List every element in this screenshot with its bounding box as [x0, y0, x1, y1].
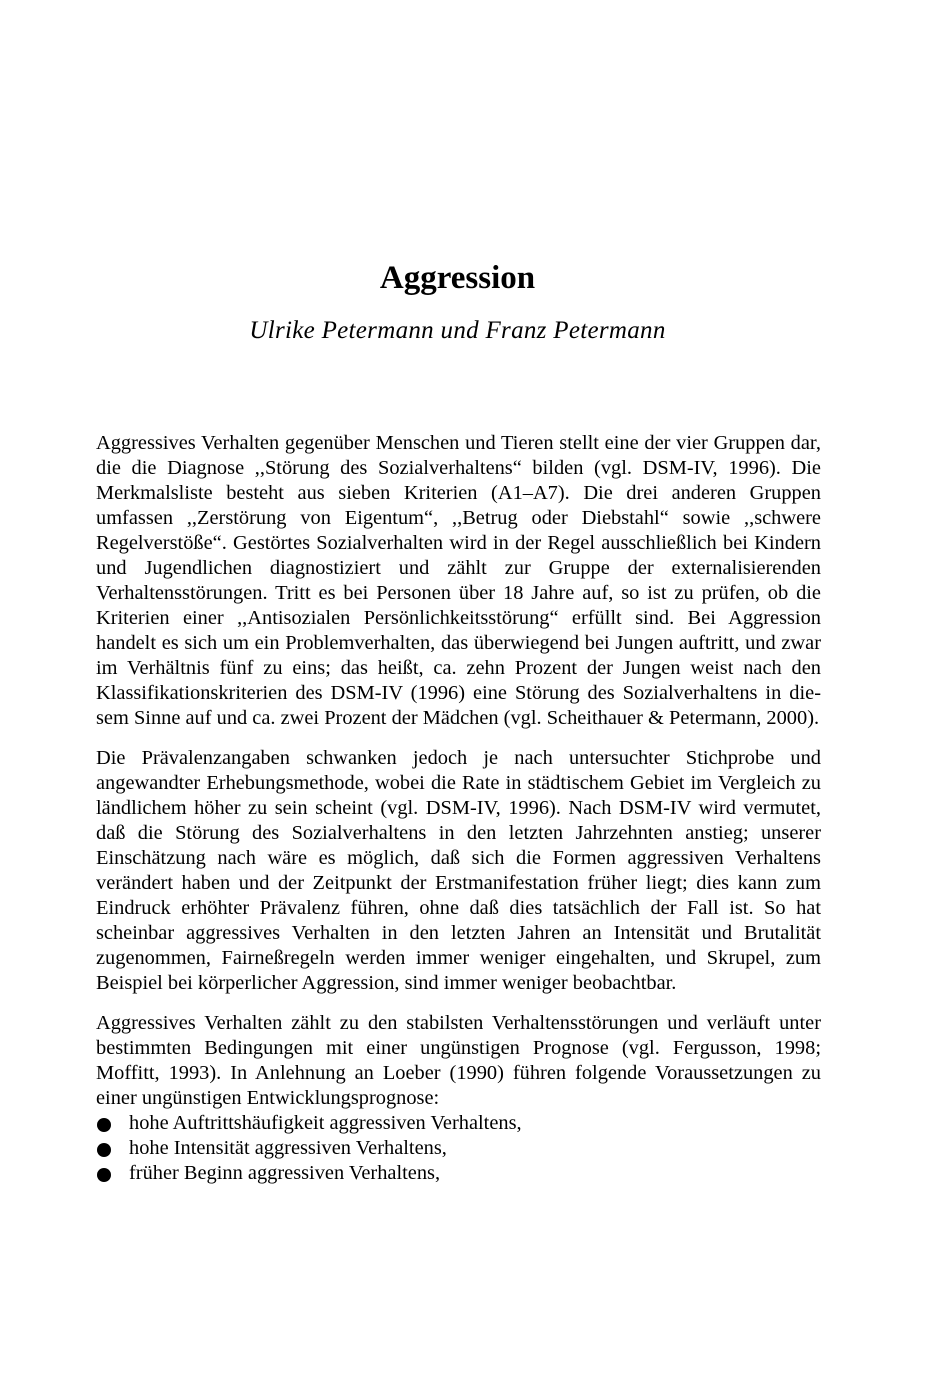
- list-item-text: früher Beginn aggressiven Verhaltens,: [129, 1162, 441, 1184]
- bullet-icon: [97, 1168, 111, 1182]
- list-item: [96, 1161, 821, 1186]
- bullet-icon: [97, 1118, 111, 1132]
- paragraph-1: Aggressives Verhalten gegenüber Menschen und Tieren stellt eine der vier Gruppen dar, die die Diagnose ,,Störung des Sozialverhaltens“ bilden (vgl. DSM-IV, 1996). Die Merkmalsliste besteht aus sieben Kriterien (A1–A7). Die drei anderen Gruppen umfassen ,,Zerstörung von Eigentum“, ,,Betrug oder Diebstahl“ sowie ,,schwere Regelverstöße“. Gestörtes Sozialverhalten wird in der Regel ausschließlich bei Kindern und Jugendlichen diagnostiziert und zählt zur Gruppe der externalisierenden Verhaltensstörungen. Tritt es bei Personen über 18 Jahre auf, so ist zu prüfen, ob die Kriterien einer ,,Antisozialen Persönlichkeitsstörung“ erfüllt sind. Bei Aggression handelt es sich um ein Problemverhalten, das überwiegend bei Jungen auftritt, und zwar im Verhältnis fünf zu eins; das heißt, ca. zehn Prozent der Jungen weist nach den Klassifikationskriterien des DSM-IV (1996) eine Störung des Sozialverhaltens in diesem Sinne auf und ca. zwei Prozent der Mädchen (vgl. Scheithauer & Petermann, 2000).: [96, 432, 821, 729]
- page-title: Aggression: [379, 260, 536, 296]
- bullet-list: [96, 1111, 821, 1186]
- authors-line: Ulrike Petermann und Franz Petermann: [249, 317, 666, 344]
- bullet-icon: [97, 1143, 111, 1157]
- list-item-text: hohe Intensität aggressiven Verhaltens,: [129, 1137, 447, 1159]
- paragraph-2: Die Prävalenzangaben schwanken jedoch je nach untersuchter Stichprobe und angewandter Erhebungsmethode, wobei die Rate in städtischem Gebiet im Vergleich zu ländlichem höher zu sein scheint (vgl. DSM-IV, 1996). Nach DSM-IV wird vermutet, daß die Störung des Sozialverhaltens in den letzten Jahrzehnten anstieg; unserer Einschätzung nach wäre es möglich, daß sich die Formen aggressiven Verhaltens verändert haben und der Zeitpunkt der Erstmanifestation früher liegt; dies kann zum Eindruck erhöhter Prävalenz führen, ohne daß dies tatsächlich der Fall ist. So hat scheinbar aggressives Verhalten in den letzten Jahren an Intensität und Brutalität zugenommen, Fairneßregeln werden immer weniger eingehalten, und Skrupel, zum Beispiel bei körperlicher Aggression, sind immer weniger beobachtbar.: [96, 747, 821, 994]
- list-item: [96, 1111, 821, 1136]
- body-text: [96, 431, 821, 1186]
- list-item: [96, 1136, 821, 1161]
- paragraph-3: Aggressives Verhalten zählt zu den stabilsten Verhaltensstörungen und verläuft unter bestimmten Bedingungen mit einer ungünstigen Prognose (vgl. Fergusson, 1998; Moffitt, 1993). In Anlehnung an Loeber (1990) führen folgende Voraussetzungen zu einer ungünstigen Entwicklungsprognose:: [96, 1012, 821, 1109]
- list-item-text: hohe Auftrittshäufigkeit aggressiven Verhaltens,: [129, 1112, 522, 1134]
